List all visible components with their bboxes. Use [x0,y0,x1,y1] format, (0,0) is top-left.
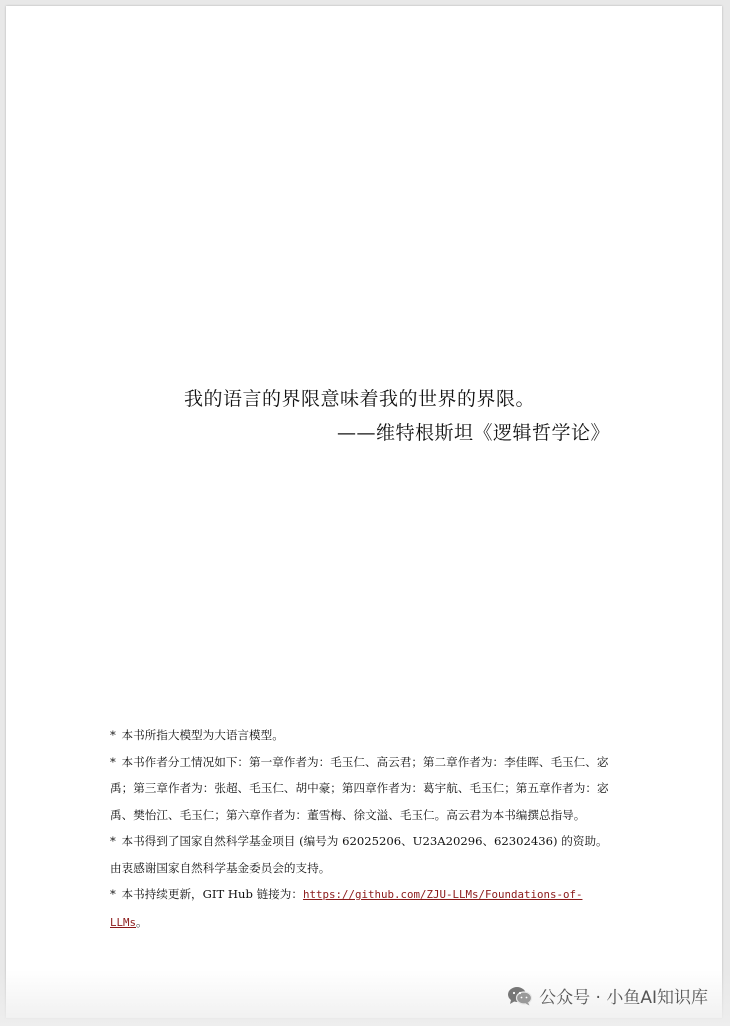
wechat-watermark [507,983,708,1008]
footnote-marker: * [110,728,116,742]
footnote-marker: * [110,887,116,901]
footnote-authors [110,749,610,829]
footnote-text: 本书作者分工情况如下：第一章作者为：毛玉仁、高云君；第二章作者为：李佳晖、毛玉仁、宓禹；第三章作者为：张超、毛玉仁、胡中豪；第四章作者为：葛宇航、毛玉仁；第五章作者为：宓禹、樊怡江、毛玉仁；第六章作者为：董雪梅、徐文溢、毛玉仁。高云君为本书编撰总指导。 [110,754,609,822]
epigraph-quote: 我的语言的界限意味着我的世界的界限。 [184,388,536,410]
footnote-marker: * [110,834,116,848]
footnote-suffix: 。 [136,914,148,929]
footnote-marker: * [110,754,116,769]
github-link[interactable]: https://github.com/ZJU-LLMs/Foundations-of-LLMs [110,888,583,929]
footnote-funding [110,828,610,881]
footnote-text: 本书持续更新，GIT Hub 链接为： [121,887,303,901]
watermark-bar [0,970,730,1026]
footnote-text: 本书所指大模型为大语言模型。 [121,728,284,742]
document-page [6,6,722,1018]
wechat-icon [507,986,533,1006]
footnotes [110,722,610,936]
footnote-github [110,881,610,936]
footnote-text: 本书得到了国家自然科学基金项目 (编号为 62025206、U23A20296、62302436) 的资助。由衷感谢国家自然科学基金委员会的支持。 [110,834,608,875]
epigraph-attribution: ——维特根斯坦《逻辑哲学论》 [336,422,610,444]
footnote-model-definition [110,722,610,749]
watermark-text: 公众号 · 小鱼AI知识库 [539,988,708,1008]
